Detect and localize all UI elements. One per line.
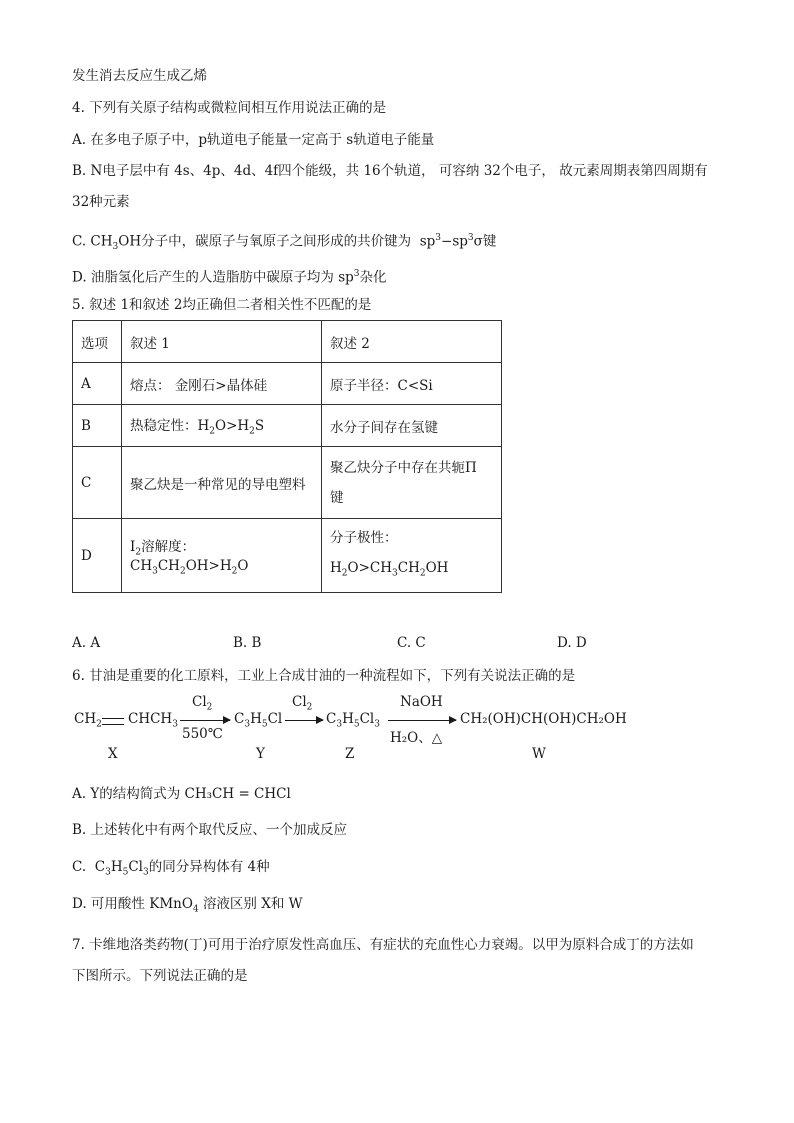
table-cell-statement1: 热稳定性：$H_2O>H_2S$ bbox=[122, 405, 322, 447]
label-w: W bbox=[532, 746, 546, 762]
table-cell-option: C bbox=[73, 447, 122, 519]
arrow-icon bbox=[180, 720, 230, 721]
double-bond bbox=[102, 718, 124, 725]
table-row bbox=[73, 519, 502, 593]
reagent-cl2-2: $Cl_2$ bbox=[292, 694, 313, 713]
arrow-icon bbox=[388, 720, 456, 721]
table-cell-statement2: 原子半径：C<Si bbox=[322, 363, 502, 405]
table-cell-statement2: 水分子间存在氢键 bbox=[322, 405, 502, 447]
question-7-line1: 7. 卡维地洛类药物(丁)可用于治疗原发性高血压、有症状的充血性心力衰竭。以甲为原料合成丁的方法如 bbox=[72, 937, 694, 953]
question-4-option-a: A. 在多电子原子中，p轨道电子能量一定高于 s轨道电子能量 bbox=[72, 132, 435, 148]
table-header-cell: 选项 bbox=[73, 321, 122, 363]
reagent-naoh: NaOH bbox=[400, 694, 443, 710]
compound-x: $CH_2$ bbox=[74, 711, 102, 730]
table-cell-statement1: 熔点： 金刚石>晶体硅 bbox=[122, 363, 322, 405]
question-5-table bbox=[72, 320, 502, 593]
compound-w: CH₂(OH)CH(OH)CH₂OH bbox=[460, 711, 627, 727]
answer-option-c: C. C bbox=[397, 635, 426, 651]
table-header-row bbox=[73, 321, 502, 363]
table-row bbox=[73, 363, 502, 405]
label-z: Z bbox=[345, 746, 355, 762]
table-row bbox=[73, 447, 502, 519]
compound-x-right: $CHCH_3$ bbox=[128, 711, 178, 730]
question-6-option-c: C. $C_3H_5Cl_3$的同分异构体有 4种 bbox=[72, 859, 270, 878]
table-cell-option: B bbox=[73, 405, 122, 447]
question-6-stem: 6. 甘油是重要的化工原料，工业上合成甘油的一种流程如下，下列有关说法正确的是 bbox=[72, 668, 576, 684]
question-5-stem: 5. 叙述 1和叙述 2均正确但二者相关性不匹配的是 bbox=[72, 297, 372, 313]
question-4-option-d: D. 油脂氢化后产生的人造脂肪中碳原子均为 $sp^3$杂化 bbox=[72, 269, 387, 286]
table-cell-statement1: $I_2$溶解度：$CH_3CH_2OH>H_2O$ bbox=[122, 519, 322, 593]
table-row bbox=[73, 405, 502, 447]
table-cell-option: A bbox=[73, 363, 122, 405]
answer-option-b: B. B bbox=[233, 635, 262, 651]
question-4-option-b-line2: 32种元素 bbox=[72, 194, 130, 210]
condition-550c: 550℃ bbox=[182, 726, 223, 742]
compound-y: $C_3H_5Cl$ bbox=[234, 711, 283, 730]
table-header-cell: 叙述 2 bbox=[322, 321, 502, 363]
question-4-stem: 4. 下列有关原子结构或微粒间相互作用说法正确的是 bbox=[72, 100, 387, 116]
arrow-icon bbox=[285, 720, 323, 721]
answer-option-a: A. A bbox=[72, 635, 101, 651]
question-4-option-c: C. $CH_3OH$分子中，碳原子与氧原子之间形成的共价键为 $sp^3-sp^3\sigma$键 bbox=[72, 233, 497, 253]
table-header-cell: 叙述 1 bbox=[122, 321, 322, 363]
question-6-option-b: B. 上述转化中有两个取代反应、一个加成反应 bbox=[72, 822, 348, 838]
question-7-line2: 下图所示。下列说法正确的是 bbox=[72, 968, 248, 984]
line-elimination-ethylene: 发生消去反应生成乙烯 bbox=[72, 68, 207, 84]
reagent-cl2-1: $Cl_2$ bbox=[192, 694, 213, 713]
answer-option-d: D. D bbox=[557, 635, 587, 651]
table-cell-statement2: 聚乙炔分子中存在共轭Π 键 bbox=[322, 447, 502, 519]
question-6-option-d: D. 可用酸性 KMnO$_4$ 溶液区别 X和 W bbox=[72, 896, 303, 915]
label-y: Y bbox=[256, 746, 265, 762]
compound-z: $C_3H_5Cl_3$ bbox=[326, 711, 380, 730]
label-x: X bbox=[108, 746, 118, 762]
question-6-option-a: A. Y的结构简式为 CH₃CH = CHCl bbox=[72, 786, 291, 802]
question-4-option-b-line1: B. N电子层中有 4s、4p、4d、4f四个能级，共 16个轨道， 可容纳 32个电子， 故元素周期表第四周期有 bbox=[72, 163, 708, 179]
table-cell-statement1: 聚乙炔是一种常见的导电塑料 bbox=[122, 447, 322, 519]
condition-water-heat: H₂O、△ bbox=[390, 730, 443, 746]
table-cell-option: D bbox=[73, 519, 122, 593]
table-cell-statement2: 分子极性： $H_2O>CH_3CH_2OH$ bbox=[322, 519, 502, 593]
glycerol-synthesis-scheme bbox=[72, 694, 672, 765]
